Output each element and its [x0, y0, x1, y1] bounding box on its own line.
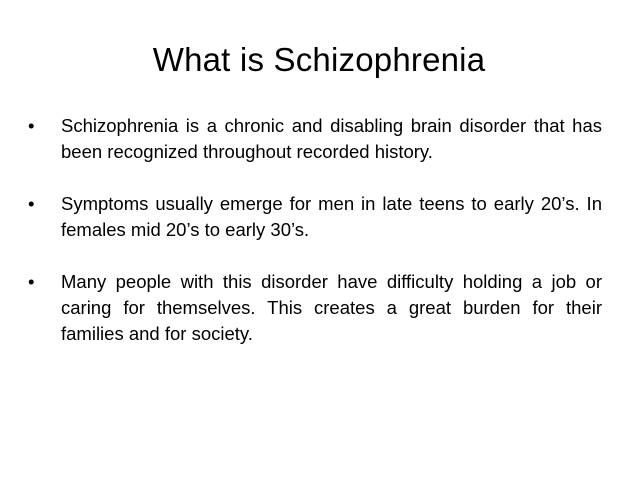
bullet-icon: •: [28, 193, 35, 214]
bullet-icon: •: [28, 271, 35, 292]
bullet-item: [28, 269, 602, 347]
bullet-item: [28, 113, 602, 165]
bullet-list: [28, 113, 602, 373]
bullet-item: [28, 191, 602, 243]
bullet-icon: •: [28, 115, 35, 136]
bullet-text: Many people with this disorder have difficulty holding a job or caring for themselves. This creates a great burden for their families and for society.: [61, 271, 602, 344]
bullet-text: Schizophrenia is a chronic and disabling brain disorder that has been recognized throughout recorded history.: [61, 115, 602, 162]
slide-title: What is Schizophrenia: [152, 41, 486, 78]
bullet-text: Symptoms usually emerge for men in late teens to early 20’s. In females mid 20’s to early 30’s.: [61, 193, 602, 240]
